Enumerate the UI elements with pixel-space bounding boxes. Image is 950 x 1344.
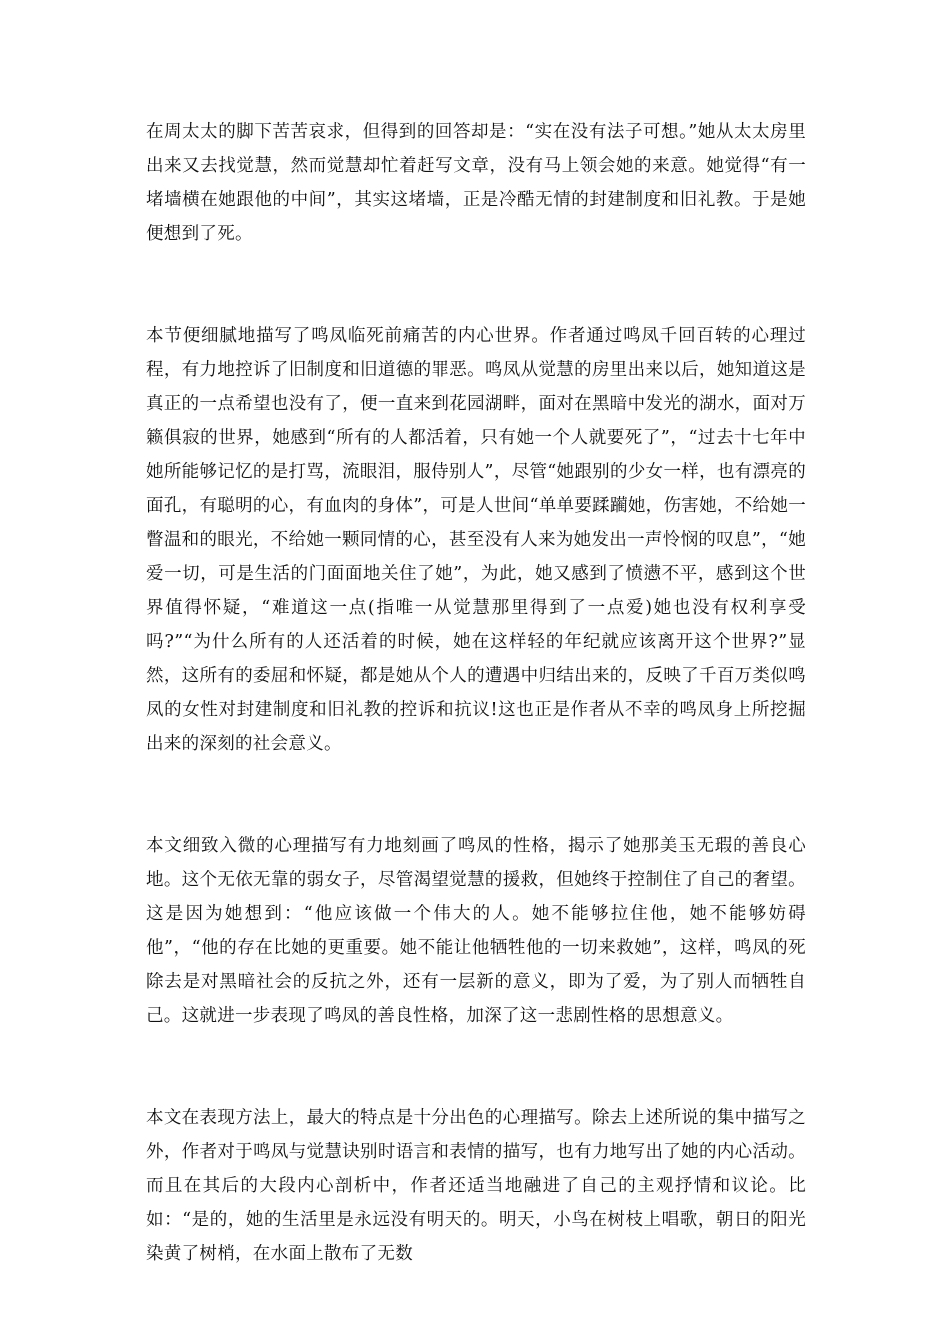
paragraph-1: 在周太太的脚下苦苦哀求，但得到的回答却是：“实在没有法子可想。”她从太太房里出来又去找觉慧，然而觉慧却忙着赶写文章，没有马上领会她的来意。她觉得“有一堵墙横在她跟他的中间”，其实这堵墙，正是冷酷无情的封建制度和旧礼教。于是她便想到了死。	[146, 122, 806, 244]
document-body	[146, 115, 806, 1271]
paragraph-3: 本文细致入微的心理描写有力地刻画了鸣凤的性格，揭示了她那美玉无瑕的善良心地。这个无依无靠的弱女子，尽管渴望觉慧的援救，但她终于控制住了自己的奢望。这是因为她想到：“他应该做一个伟大的人。她不能够拉住他，她不能够妨碍他”，“他的存在比她的更重要。她不能让他牺牲他的一切来救她”，这样，鸣凤的死除去是对黑暗社会的反抗之外，还有一层新的意义，即为了爱，为了别人而牺牲自己。这就进一步表现了鸣凤的善良性格，加深了这一悲剧性格的思想意义。	[146, 836, 806, 1026]
paragraph-spacer	[146, 761, 806, 829]
paragraph-2: 本节便细腻地描写了鸣凤临死前痛苦的内心世界。作者通过鸣凤千回百转的心理过程，有力地控诉了旧制度和旧道德的罪恶。鸣凤从觉慧的房里出来以后，她知道这是真正的一点希望也没有了，便一直来到花园湖畔，面对在黑暗中发光的湖水，面对万籁俱寂的世界，她感到“所有的人都活着，只有她一个人就要死了”，“过去十七年中她所能够记忆的是打骂，流眼泪，服侍别人”，尽管“她跟别的少女一样，也有漂亮的面孔，有聪明的心，有血肉的身体”，可是人世间“单单要蹂躏她，伤害她，不给她一瞥温和的眼光，不给她一颗同情的心，甚至没有人来为她发出一声怜悯的叹息”，“她爱一切，可是生活的门面面地关住了她”，为此，她又感到了愤懑不平，感到这个世界值得怀疑，“难道这一点(指唯一从觉慧那里得到了一点爱)她也没有权利享受吗?”“为什么所有的人还活着的时候，她在这样轻的年纪就应该离开这个世界?”显然，这所有的委屈和怀疑，都是她从个人的遭遇中归结出来的，反映了千百万类似鸣凤的女性对封建制度和旧礼教的控诉和抗议!这也正是作者从不幸的鸣凤身上所挖掘出来的深刻的社会意义。	[146, 326, 806, 754]
paragraph-spacer	[146, 251, 806, 319]
paragraph-4: 本文在表现方法上，最大的特点是十分出色的心理描写。除去上述所说的集中描写之外，作者对于鸣凤与觉慧诀别时语言和表情的描写，也有力地写出了她的内心活动。而且在其后的大段内心剖析中，作者还适当地融进了自己的主观抒情和议论。比如：“是的，她的生活里是永远没有明天的。明天，小鸟在树枝上唱歌，朝日的阳光染黄了树梢，在水面上散布了无数	[146, 1108, 806, 1264]
paragraph-spacer	[146, 1033, 806, 1101]
